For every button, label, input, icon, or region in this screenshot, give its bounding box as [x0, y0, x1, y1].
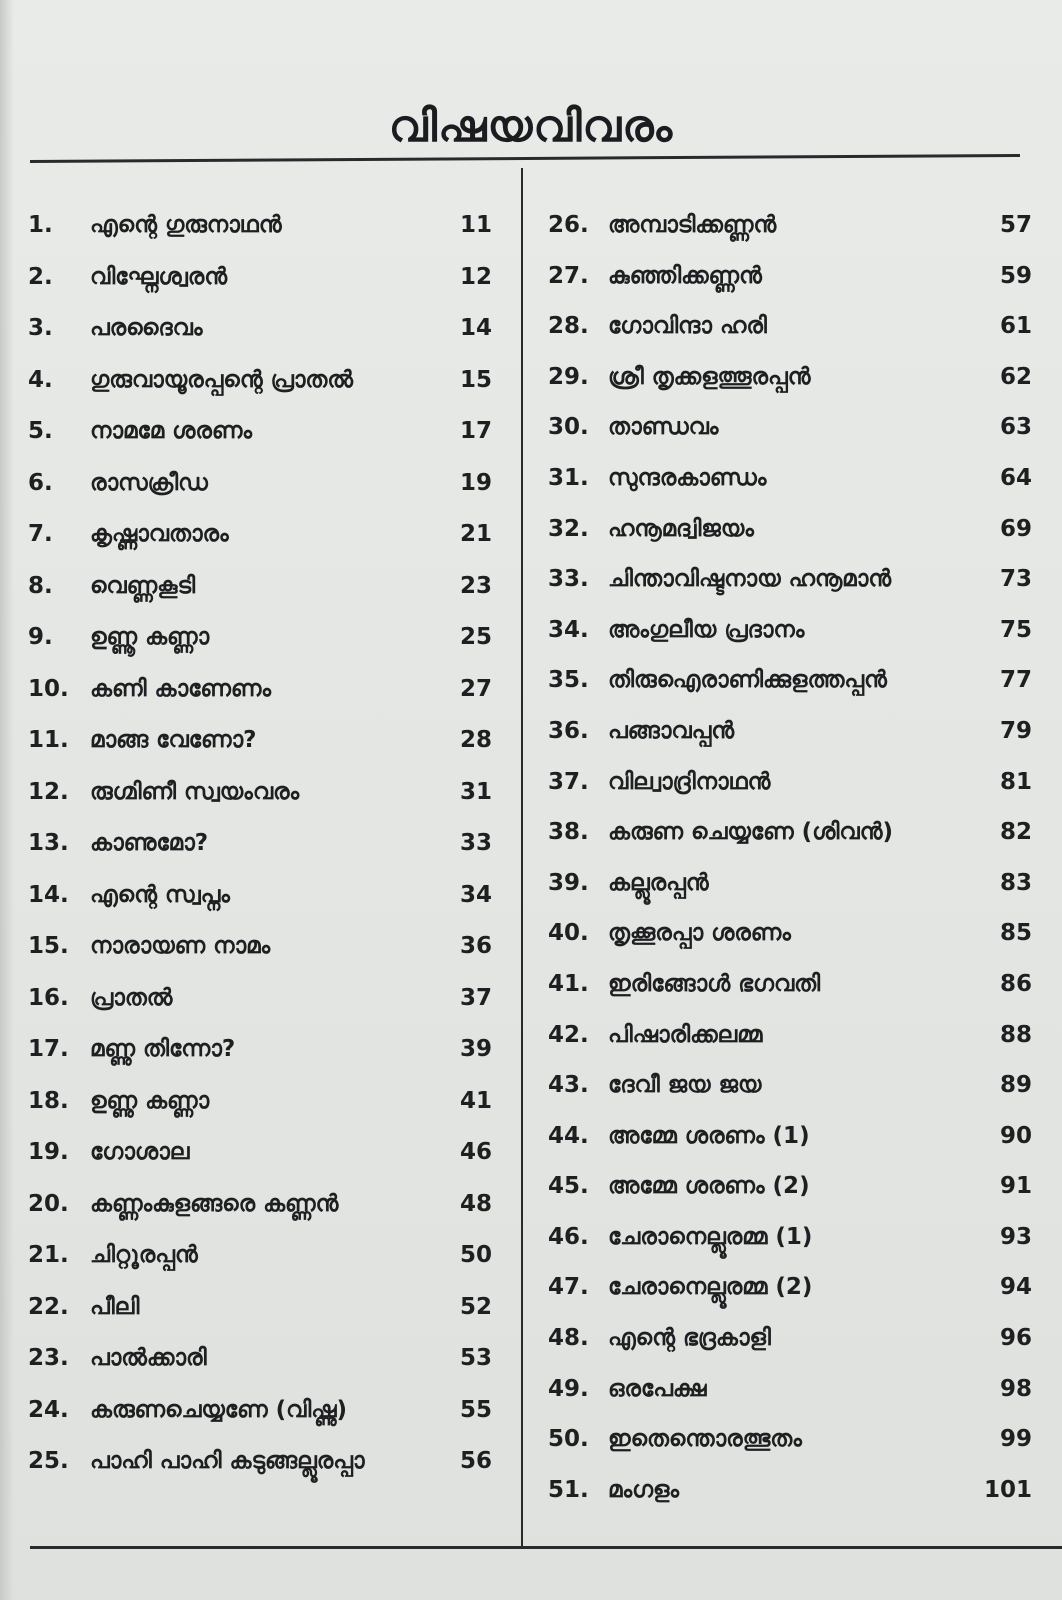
toc-entry-number: 10. [28, 675, 69, 702]
toc-entry-number: 20. [28, 1190, 69, 1217]
toc-entry-page: 39 [459, 1036, 492, 1062]
top-rule [30, 154, 1020, 163]
toc-entry-number: 41. [548, 970, 589, 997]
toc-entry-page: 90 [999, 1122, 1032, 1149]
toc-entry-page: 99 [999, 1426, 1032, 1453]
toc-entry-title: വില്വാദ്രിനാഥൻ [608, 768, 771, 795]
toc-entry-title: ഗോശാല [90, 1139, 190, 1165]
toc-entry-title: കാണുമോ? [90, 830, 209, 856]
toc-entry-number: 6. [28, 469, 53, 496]
toc-entry-number: 22. [28, 1293, 69, 1320]
toc-entry-number: 38. [548, 819, 589, 846]
toc-entry-number: 40. [548, 920, 589, 947]
toc-entry-page: 64 [999, 464, 1032, 491]
toc-entry-page: 69 [999, 515, 1032, 542]
toc-entry-title: സുന്ദരകാണ്ഡം [608, 464, 767, 491]
toc-entry-page: 36 [459, 933, 492, 959]
toc-entry-title: ഒരപേക്ഷ [608, 1375, 707, 1402]
toc-entry-title: ഉണ്ണൂ കണ്ണാ [90, 624, 210, 650]
toc-entry [28, 509, 504, 561]
toc-entry-title: തിരുഐരാണിക്കുളത്തപ്പൻ [608, 667, 887, 694]
toc-entry-number: 8. [28, 572, 53, 599]
toc-entry-number: 47. [548, 1274, 589, 1301]
toc-entry-number: 2. [28, 263, 53, 290]
toc-entry-page: 57 [999, 212, 1032, 238]
toc-entry-number: 16. [28, 984, 69, 1011]
toc-entry [548, 453, 1032, 504]
toc-entry-title: കൃഷ്ണാവതാരം [90, 521, 229, 547]
toc-entry [548, 908, 1032, 959]
toc-entry-number: 7. [28, 521, 53, 547]
toc-entry [28, 561, 504, 613]
toc-entry-title: നാമമേ ശരണം [90, 418, 252, 444]
toc-entry-number: 5. [28, 418, 53, 444]
toc-entry-title: ചേരാനെല്ലൂരമ്മ (1) [608, 1223, 813, 1250]
toc-entry [28, 818, 504, 870]
toc-entry-title: പാഹി പാഹി കടുങ്ങല്ലൂരപ്പാ [90, 1448, 365, 1474]
toc-entry [28, 767, 504, 819]
toc-entry-page: 25 [459, 624, 492, 650]
toc-entry [548, 402, 1032, 453]
toc-entry-title: മാങ്ങ വേണോ? [90, 727, 257, 753]
toc-entry-title: മംഗളം [608, 1476, 680, 1503]
toc-entry-page: 34 [459, 881, 492, 908]
toc-entry-number: 11. [28, 727, 69, 753]
toc-entry [548, 200, 1032, 251]
toc-entry-number: 24. [28, 1396, 69, 1423]
toc-entry-page: 53 [459, 1345, 492, 1371]
toc-entry-number: 30. [548, 414, 589, 441]
toc-entry-page: 11 [459, 212, 492, 238]
toc-entry-number: 25. [28, 1448, 69, 1474]
toc-entry-title: ഉണ്ണു കണ്ണാ [90, 1087, 210, 1114]
toc-entry [28, 1179, 504, 1231]
toc-entry-number: 42. [548, 1021, 589, 1048]
toc-entry [548, 1111, 1032, 1162]
toc-entry [28, 1230, 504, 1282]
toc-entry-page: 27 [459, 675, 492, 702]
toc-entry-number: 9. [28, 624, 53, 650]
toc-entry-page: 28 [459, 727, 492, 753]
toc-entry [28, 664, 504, 716]
toc-entry-number: 39. [548, 869, 589, 896]
toc-entry [548, 1010, 1032, 1061]
toc-entry-title: എന്റെ സ്വപ്നം [90, 881, 230, 908]
toc-entry-number: 19. [28, 1139, 69, 1165]
toc-entry-number: 37. [548, 768, 589, 795]
toc-entry-number: 34. [548, 616, 589, 643]
toc-entry [28, 973, 504, 1025]
toc-entry [548, 554, 1032, 605]
toc-entry [548, 1161, 1032, 1212]
toc-entry [548, 757, 1032, 808]
toc-entry [28, 870, 504, 922]
toc-entry-page: 81 [999, 768, 1032, 795]
toc-entry [548, 352, 1032, 403]
toc-entry-number: 36. [548, 717, 589, 744]
toc-entry-page: 46 [459, 1139, 492, 1165]
toc-entry-page: 83 [999, 869, 1032, 896]
toc-entry-title: ഇരിങ്ങോൾ ഭഗവതി [608, 970, 821, 997]
toc-entry [548, 807, 1032, 858]
toc-entry-title: ചിന്താവിഷ്ടനായ ഹനൂമാൻ [608, 566, 892, 593]
toc-entry-page: 96 [999, 1325, 1032, 1352]
toc-entry-page: 21 [459, 521, 492, 547]
toc-entry [28, 406, 504, 458]
toc-entry-title: അംഗുലീയ പ്രദാനം [608, 616, 805, 643]
toc-entry-title: കല്ലൂരപ്പൻ [608, 869, 709, 896]
toc-entry-number: 45. [548, 1173, 589, 1200]
toc-entry [548, 1364, 1032, 1415]
toc-entry-number: 35. [548, 667, 589, 694]
toc-entry-number: 31. [548, 464, 589, 491]
toc-entry-title: അമ്മേ ശരണം (1) [608, 1122, 810, 1149]
toc-entry-number: 3. [28, 315, 53, 341]
toc-entry [548, 504, 1032, 555]
toc-entry-page: 31 [459, 778, 492, 805]
toc-entry [28, 1436, 504, 1488]
toc-entry-number: 1. [28, 212, 53, 238]
toc-entry-title: പരദൈവം [90, 315, 203, 341]
toc-entry-title: വെണ്ണകൂടി [90, 572, 196, 599]
toc-entry-title: നാരായണ നാമം [90, 933, 271, 959]
toc-entry [548, 251, 1032, 302]
toc-entry-number: 48. [548, 1325, 589, 1352]
toc-entry-title: കുഞ്ഞിക്കണ്ണൻ [608, 262, 762, 289]
toc-entry-number: 33. [548, 566, 589, 593]
toc-entry-number: 14. [28, 881, 69, 908]
toc-entry-title: അമ്പാടിക്കണ്ണൻ [608, 212, 777, 238]
toc-entry [548, 1414, 1032, 1465]
toc-entry-title: ചിറ്റൂരപ്പൻ [90, 1242, 198, 1268]
toc-entry [28, 200, 504, 252]
toc-entry [28, 1282, 504, 1334]
toc-entry [548, 1465, 1032, 1516]
toc-entry-title: ഇതെന്തൊരത്ഭുതം [608, 1426, 802, 1453]
toc-entry [548, 1212, 1032, 1263]
toc-entry [28, 1076, 504, 1128]
toc-entry [28, 612, 504, 664]
toc-entry-number: 29. [548, 363, 589, 390]
column-divider [521, 168, 523, 1546]
toc-entry-page: 56 [459, 1448, 492, 1474]
toc-entry [548, 605, 1032, 656]
toc-entry-page: 88 [999, 1021, 1032, 1048]
toc-entry [28, 1024, 504, 1076]
toc-entry-page: 33 [459, 830, 492, 856]
toc-entry-page: 61 [999, 313, 1032, 340]
toc-entry-page: 77 [999, 667, 1032, 694]
toc-entry-page: 63 [999, 414, 1032, 441]
toc-entry-title: എന്റെ ഗുരുനാഥൻ [90, 212, 282, 238]
toc-entry-number: 49. [548, 1375, 589, 1402]
toc-entry-page: 75 [999, 616, 1032, 643]
toc-entry-title: പീലി [90, 1293, 140, 1320]
toc-entry-title: എന്റെ ഭദ്രകാളി [608, 1325, 771, 1352]
toc-entry-title: കരുണചെയ്യണേ (വിഷ്ണു) [90, 1396, 348, 1423]
toc-entry-page: 82 [999, 819, 1032, 846]
toc-entry-number: 4. [28, 366, 53, 393]
toc-entry [548, 1262, 1032, 1313]
toc-entry-number: 27. [548, 262, 589, 289]
toc-entry [28, 355, 504, 407]
toc-entry-number: 26. [548, 212, 589, 238]
toc-entry [548, 301, 1032, 352]
toc-entry-title: ശ്രീ തൃക്കളത്തൂരപ്പൻ [608, 363, 811, 390]
toc-entry-title: ഗോവിന്ദാ ഹരി [608, 313, 767, 340]
toc-entry-title: ഹനൂമദ്വിജയം [608, 515, 754, 542]
bottom-rule [30, 1546, 1062, 1549]
toc-entry-title: കണി കാണേണം [90, 675, 272, 702]
toc-entry-title: അമ്മേ ശരണം (2) [608, 1173, 810, 1200]
toc-entry-page: 73 [999, 566, 1032, 593]
toc-entry [28, 715, 504, 767]
toc-entry-title: രുഗ്മിണീ സ്വയംവരം [90, 778, 300, 805]
toc-entry-title: കണ്ണംകുളങ്ങരെ കണ്ണൻ [90, 1190, 339, 1217]
toc-entry-number: 12. [28, 778, 69, 805]
toc-entry [28, 458, 504, 510]
toc-entry-title: ദേവീ ജയ ജയ [608, 1072, 762, 1099]
toc-entry-number: 51. [548, 1476, 589, 1503]
toc-entry [548, 1313, 1032, 1364]
toc-entry [548, 959, 1032, 1010]
toc-entry-number: 28. [548, 313, 589, 340]
toc-entry-title: കരുണ ചെയ്യണേ (ശിവൻ) [608, 819, 893, 846]
toc-entry-page: 101 [983, 1476, 1032, 1503]
toc-entry-number: 13. [28, 830, 69, 856]
toc-entry-number: 23. [28, 1345, 69, 1371]
toc-entry-title: ചേരാനെല്ലൂരമ്മ (2) [608, 1274, 813, 1301]
toc-entry-number: 44. [548, 1122, 589, 1149]
toc-entry-number: 18. [28, 1087, 69, 1114]
toc-entry-page: 37 [459, 984, 492, 1011]
toc-entry-number: 46. [548, 1223, 589, 1250]
toc-entry-page: 41 [459, 1087, 492, 1114]
toc-entry-title: പ്രാതൽ [90, 984, 173, 1011]
toc-entry-title: പിഷാരിക്കലമ്മ [608, 1021, 763, 1048]
toc-entry-number: 43. [548, 1072, 589, 1099]
toc-entry-page: 52 [459, 1293, 492, 1320]
toc-entry-page: 14 [459, 315, 492, 341]
toc-entry-title: മണ്ണു തിന്നോ? [90, 1036, 236, 1062]
toc-entry-page: 94 [999, 1274, 1032, 1301]
toc-entry-number: 32. [548, 515, 589, 542]
toc-entry-page: 17 [459, 418, 492, 444]
toc-entry-title: തൃക്കൂരപ്പാ ശരണം [608, 920, 791, 947]
toc-entry-title: പാൽക്കാരി [90, 1345, 207, 1371]
toc-right-column [548, 200, 1032, 1515]
toc-entry-page: 19 [459, 469, 492, 496]
toc-entry-title: വിഘ്നേശ്വരൻ [90, 263, 228, 290]
toc-entry-page: 93 [999, 1223, 1032, 1250]
toc-entry [548, 1060, 1032, 1111]
toc-entry [28, 1127, 504, 1179]
toc-entry-page: 59 [999, 262, 1032, 289]
toc-entry-title: പങ്ങാവപ്പൻ [608, 717, 735, 744]
toc-entry-title: രാസക്രീഡ [90, 469, 208, 496]
toc-entry [28, 1385, 504, 1437]
toc-entry-page: 86 [999, 970, 1032, 997]
page-edge-shadow [0, 0, 14, 1600]
toc-entry [548, 655, 1032, 706]
toc-entry-page: 85 [999, 920, 1032, 947]
toc-entry [28, 1333, 504, 1385]
toc-entry-page: 50 [459, 1242, 492, 1268]
toc-entry-page: 48 [459, 1190, 492, 1217]
toc-entry-page: 12 [459, 263, 492, 290]
toc-entry [548, 858, 1032, 909]
toc-entry-number: 17. [28, 1036, 69, 1062]
toc-entry [548, 706, 1032, 757]
toc-entry-title: താണ്ഡവം [608, 414, 719, 441]
toc-entry-page: 91 [999, 1173, 1032, 1200]
toc-entry-page: 98 [999, 1375, 1032, 1402]
toc-entry-page: 15 [459, 366, 492, 393]
toc-entry-page: 23 [459, 572, 492, 599]
toc-entry [28, 921, 504, 973]
toc-entry-number: 15. [28, 933, 69, 959]
toc-entry-page: 55 [459, 1396, 492, 1423]
toc-entry-number: 50. [548, 1426, 589, 1453]
toc-entry-title: ഗുരുവായൂരപ്പന്റെ പ്രാതൽ [90, 366, 353, 393]
toc-entry-page: 79 [999, 717, 1032, 744]
toc-entry [28, 303, 504, 355]
toc-left-column [28, 200, 504, 1488]
toc-entry-page: 89 [999, 1072, 1032, 1099]
toc-entry-page: 62 [999, 363, 1032, 390]
toc-entry [28, 252, 504, 304]
toc-entry-number: 21. [28, 1242, 69, 1268]
page-title: വിഷയവിവരം [388, 101, 674, 153]
